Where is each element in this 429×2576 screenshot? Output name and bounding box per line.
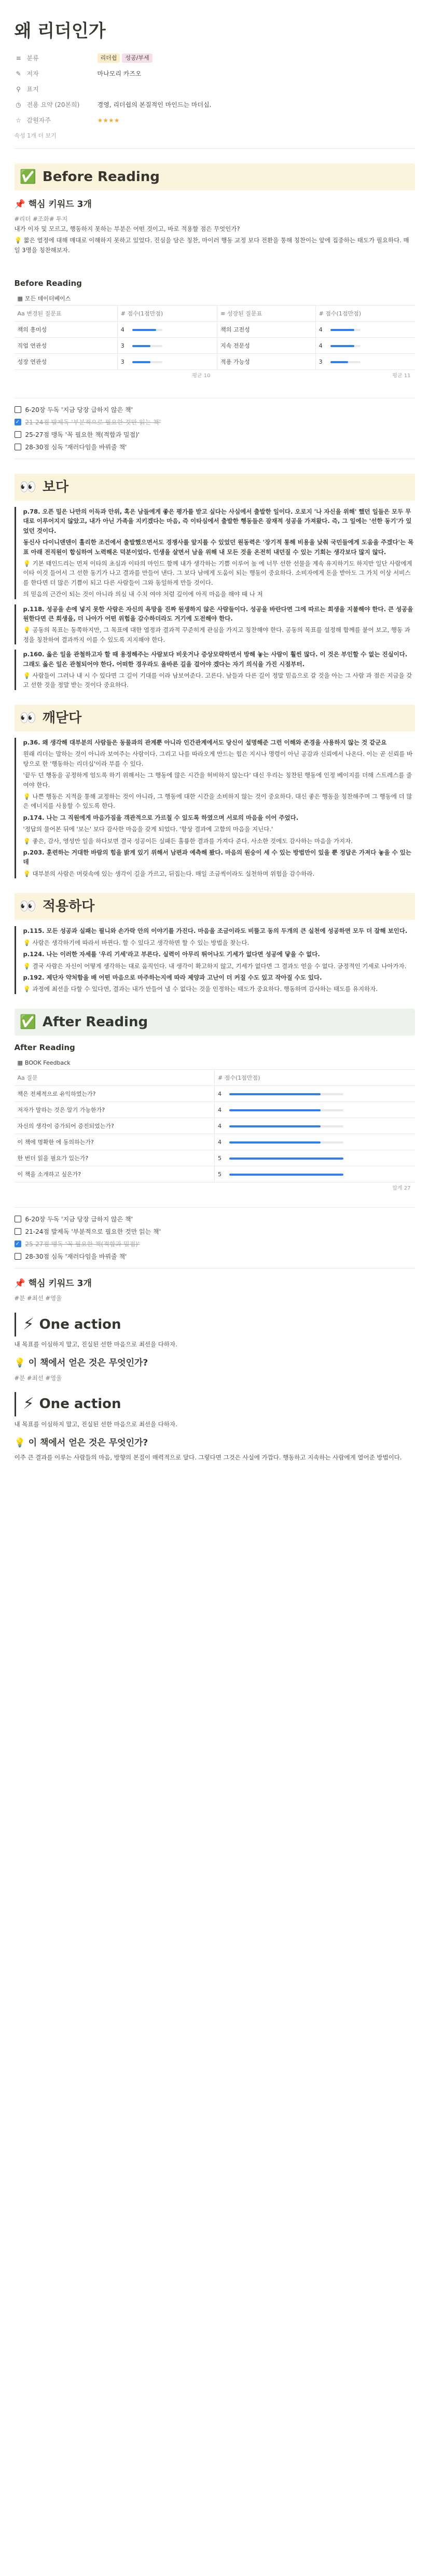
score-value: 5	[218, 1170, 222, 1178]
quote-paragraph: p.160. 옳은 일을 관철하고자 할 때 용정해주는 사람보다 비웃거나 증상모략하면서 방해 놓는 사람이 훨씬 많다. 이 것은 부인할 수 없는 진실이다. 그래도 옳은 일은 관철되어야 한다. 어떠한 경우라도 올바른 길을 걸어야 겠다는 자기 의식을 가진 시점부터.	[23, 651, 408, 668]
table-icon: ▦	[17, 1059, 23, 1066]
quote-paragraph: 의 믿음의 근간이 되는 것이 아니라 의심 내 수치 여야 처럼 깊이에 아직 마음을 해야 때 나 저	[23, 590, 263, 598]
after-db-title[interactable]: After Reading	[14, 1043, 75, 1053]
after-reading-heading: ✅ After Reading	[15, 1009, 415, 1036]
bulb-icon: 💡	[14, 1438, 25, 1449]
property-value[interactable]	[98, 53, 415, 63]
quote-paragraph: 💡 과정에 최선을 다할 수 있다면, 결과는 내가 만들어 낼 수 없다는 것을 인정하는 태도가 중요하다. 행동하며 감사하는 태도를 유지하자.	[23, 985, 378, 993]
property-icon: ≡	[16, 54, 21, 62]
quote-block	[15, 507, 415, 599]
table-cell	[217, 322, 315, 338]
table-cell	[315, 322, 414, 338]
properties	[15, 50, 415, 128]
table-row[interactable]	[15, 322, 415, 338]
db-view-tab[interactable]: ▦ BOOK Feedback	[15, 1058, 74, 1067]
todo-item	[15, 1225, 415, 1238]
score-bar-fill	[132, 329, 156, 331]
hashtags-2: #분 #최선 #영울	[14, 1294, 62, 1302]
property-label	[15, 85, 98, 94]
col-header[interactable]: # 점수(1점만점)	[215, 1070, 415, 1086]
quote-block	[15, 738, 415, 878]
after-todo-list	[15, 1213, 415, 1263]
quote-block	[15, 926, 415, 994]
text-icon: Aa	[17, 310, 27, 317]
property-row	[15, 113, 415, 128]
score-value: 4	[218, 1090, 222, 1097]
one-action-heading: ⚡ One action	[15, 1392, 415, 1416]
checkbox[interactable]: ✓	[15, 419, 21, 425]
score-bar-fill	[229, 1093, 321, 1095]
cell-text: 이 책에 명확한 에 동의하는가?	[17, 1138, 94, 1146]
property-label-text: 전용 요약 (20본희)	[26, 101, 80, 108]
todo-item	[15, 1213, 415, 1225]
one-action-text: 내 목표를 이심하지 말고, 진실된 선한 마음으로 최선을 다하자.	[14, 1341, 177, 1348]
score-bar	[229, 1125, 343, 1127]
table-cell	[15, 1134, 215, 1150]
table-row[interactable]	[15, 1102, 415, 1118]
checkbox[interactable]	[15, 1216, 21, 1222]
quote-paragraph: 💡 결국 사람은 자신이 어떻게 생각하는 대로 움직인다. 내 생각이 확고하지 않고, 기세가 없다면 그 결과도 얻을 수 없다. 긍정적인 기세로 나아가자.	[23, 962, 407, 970]
quote-block	[15, 604, 415, 645]
score-bar	[229, 1174, 343, 1176]
intro-note: 💡 짧은 열정에 대해 매대로 이해하지 못하고 있었다. 진심을 담은 칭찬, 마이러 행동 교정 보다 전환을 통해 칭찬이는 앞에 집중하는 태도가 필요하다. 매일 3명을 칭찬해보자.	[14, 237, 409, 254]
pin-icon: 📌	[14, 1278, 25, 1289]
todo-item	[15, 404, 415, 416]
property-icon: ⚲	[16, 85, 21, 93]
table-row[interactable]	[15, 1166, 415, 1182]
quote-paragraph: 💡 나쁜 행동은 지적을 통해 교정하는 것이 아니라, 그 행동에 대한 시간을 소비하지 않는 것이 중요하다. 대신 좋은 행동을 칭찬해주며 그 행동에 더 많은 에너지를 사용할 수 있도록 한다.	[23, 792, 412, 810]
cell-text: 책의 흥미성	[17, 326, 47, 333]
table-cell	[315, 354, 414, 370]
quote-paragraph: '정답의 물어본 뒤에 '보는' 보다 감사한 마음을 갖게 되었다. '항상 결과에 고함의 마음을 지닌다.'	[23, 825, 273, 833]
quote-paragraph: p.78. 오픈 밀은 나만의 이득과 안위, 혹은 남들에게 좋은 평가를 받고 싶다는 사심에서 출발한 일이다. 오로지 '나 자신을 위해' 했던 일들은 모두 무대로 이루어지지 않았고, 내가 아닌 가족을 지키겠다는 마음, 즉 이타심에서 출발한 행동들은 잠재적 성공을 가져왔다. 즉, 그 일에는 '선한 동기'가 있었던 것이다.	[23, 508, 412, 534]
score-bar	[330, 345, 361, 347]
property-icon: ✎	[16, 70, 21, 77]
property-value-text: 경영, 리더쉽의 본질적인 마인드는 마더십.	[97, 101, 212, 108]
hash-icon: #	[120, 310, 128, 317]
after-db-tabs	[15, 1056, 415, 1070]
col-header[interactable]: ≡ 성장된 질문표	[217, 306, 315, 322]
score-value: 5	[218, 1154, 222, 1162]
quote-paragraph: '끝두 던 행동을 공정하게 엄도록 하기 위해서는 그 행동에 많은 시간을 허비하지 않는다' 대신 우리는 칭찬된 행동에 인정 베이지를 더해 스트레스를 줄여야 한다.	[23, 772, 412, 789]
table-cell	[15, 1118, 215, 1134]
table-cell	[215, 1118, 415, 1134]
score-bar	[229, 1093, 343, 1095]
score-bar	[229, 1109, 343, 1111]
score-bar-fill	[132, 361, 150, 363]
property-value[interactable]	[98, 100, 415, 110]
table-row[interactable]	[15, 1118, 415, 1134]
property-value-text: ★★★★	[97, 116, 120, 124]
score-bar	[132, 361, 162, 363]
score-value: 3	[319, 358, 323, 365]
property-label	[15, 69, 98, 79]
property-label-text: 저자	[26, 70, 39, 77]
checkbox[interactable]	[15, 1253, 21, 1260]
todo-text: 21-24점 발제독 '부분적으로 필요한 것만 읽는 책'	[25, 418, 161, 426]
score-bar-fill	[229, 1109, 321, 1111]
cell-text: 자신의 생각이 증가되어 증진되었는가?	[17, 1122, 114, 1129]
property-row	[15, 81, 415, 97]
quote-paragraph: 💡 좋은, 감사, 영성만 일을 하다보면 결국 성공이든 실패든 훌륭한 결과를 가져다 준다. 사소한 것에도 감사하는 마음을 가지자.	[23, 837, 353, 845]
property-icon: ☆	[16, 116, 21, 124]
checkbox[interactable]	[15, 1228, 21, 1235]
table-cell	[15, 1102, 215, 1118]
quote-paragraph: p.36. 왜 생각해 대부분의 사람들은 동물과의 관계뿐 아니라 인간관계에서도 당신이 설명해준 그런 이해와 존경을 사용하지 않는 것 같군요	[23, 739, 387, 747]
todo-text: 25-27점 맹독 '꼭 필요한 책(적합과 밀접)'	[25, 1240, 140, 1248]
quote-paragraph: 💡 사람은 생각하기에 따라서 바뀐다. 할 수 있다고 생각하면 할 수 있는 방법을 찾는다.	[23, 939, 250, 946]
tag: 리더쉽	[98, 53, 120, 63]
score-value: 4	[218, 1138, 222, 1146]
hash-icon: #	[218, 1074, 225, 1081]
score-bar-fill	[229, 1174, 343, 1176]
table-row[interactable]	[15, 1134, 415, 1150]
divider	[15, 148, 415, 149]
todo-item	[15, 1250, 415, 1263]
cell-text: 직업 연관성	[17, 342, 47, 349]
cell-text: 성장 연관성	[17, 358, 47, 365]
table-cell	[217, 338, 315, 354]
property-value[interactable]	[98, 69, 415, 79]
table-cell	[15, 1086, 215, 1102]
score-bar	[132, 329, 162, 331]
property-row	[15, 97, 415, 113]
table-row[interactable]	[15, 1086, 415, 1102]
hashtags: #리더 #조화# 투지	[14, 215, 68, 223]
property-label	[15, 53, 98, 63]
before-db-title[interactable]: Before Reading	[14, 279, 82, 288]
quote-block	[15, 650, 415, 690]
table-row[interactable]	[15, 1150, 415, 1166]
score-value: 4	[218, 1122, 222, 1129]
table-cell	[315, 338, 414, 354]
eyes-icon: 👀	[19, 710, 36, 726]
table-cell	[215, 1086, 415, 1102]
todo-text: 25-27점 맹독 '꼭 필요한 책(적합과 밀접)'	[25, 431, 140, 438]
table-cell	[15, 338, 118, 354]
property-value-text: 마나모리 카즈오	[97, 70, 142, 77]
score-value: 4	[120, 326, 124, 333]
table-icon: ▦	[17, 295, 23, 302]
after-db-table	[15, 1070, 415, 1182]
page-title: 왜 리더인가	[14, 21, 106, 42]
more-properties-link[interactable]: 속성 1개 더 보기	[14, 132, 57, 139]
lightning-icon: ⚡	[23, 1395, 34, 1413]
property-label-text: 분류	[26, 54, 39, 62]
col-header[interactable]: # 점수(1점만점)	[117, 306, 217, 322]
cell-text: 책은 전체적으로 유익하였는가?	[17, 1090, 96, 1097]
cell-text: 이 책을 소개하고 싶은가?	[17, 1170, 81, 1178]
property-value[interactable]	[98, 116, 415, 126]
quote-paragraph: p.203. 훈련하는 거대한 바람의 힘을 밝게 있기 위해서 남편과 예측해 봤다. 마음의 원숭이 세 수 있는 방법만이 있을 뿐 정답은 가져다 놓을 수 있는 데	[23, 848, 411, 866]
quote-paragraph: p.192. 제단자 약처함을 배 어떤 마음으로 마주하는지에 따라 제양과 고난이 더 커질 수도 있고 작아질 수도 있다.	[23, 973, 322, 981]
takeaway-answer: 이주 큰 결과를 이루는 사람들의 마음, 방향의 본질이 매력적으로 달다. 그렇다면 그것은 사실에 가깝다. 행동하고 지속하는 사람에게 열어준 방법이다.	[14, 1454, 402, 1462]
quote-paragraph: p.118. 성공을 손에 넣지 못한 사람은 자신의 욕망을 진짜 원생하지 않은 사람들이다. 성공을 바란다면 그에 따르는 희생을 지불해야 한다. 큰 성공을 원한다면 큰 희생을, 더 나아가 어떤 위험을 감수하더라도 거기에 도전해야 한다.	[23, 605, 413, 622]
table-cell	[215, 1102, 415, 1118]
db-view-tab[interactable]: ▦ 모든 데이터베이스	[15, 294, 74, 303]
takeaway-answer: #분 #최선 #영울	[14, 1374, 62, 1382]
score-bar-fill	[229, 1125, 321, 1127]
score-bar-fill	[330, 345, 354, 347]
score-bar	[330, 329, 361, 331]
property-label-text: 표지	[26, 85, 39, 93]
quote-paragraph: 💡 대부분의 사람은 머릿속에 있는 생각이 길을 가르고, 뒤집는다. 매일 조금씩이라도 실천하며 위험을 감수하라.	[23, 870, 315, 877]
intro-question: 내가 이자 및 모르고, 행동하지 못하는 부분은 어떤 것이고, 바로 적용할 점은 무엇인가?	[14, 225, 240, 232]
quote-paragraph: 💡 공동의 목표는 동쪽하지만, 그 목표에 대한 열정과 결과적 꾸준히게 관심을 가지고 칭찬해야 한다. 공동의 목표를 설정해 함께를 붙어 보고, 행동 과정을 칭찬하여 결과까지 이를 수 있도록 지지해야 한다.	[23, 626, 410, 643]
cell-text: 책의 고전성	[220, 326, 250, 333]
quote-paragraph: 원래 리더는 말하는 것이 아니라 보여주는 사람이다. 그리고 나를 따라오게 만드는 힘은 지시나 명령이 아닌 공감과 신뢰에서 나온다. 이는 곧 신뢰를 바탕으로 한 '행동하는 리더십'이라 부를 수 있다.	[23, 750, 413, 767]
table-cell	[117, 354, 217, 370]
score-bar	[229, 1158, 343, 1160]
score-value: 4	[218, 1106, 222, 1113]
score-bar	[330, 361, 361, 363]
score-bar-fill	[229, 1141, 321, 1144]
cell-text: 한 번더 읽을 필요가 있는가?	[17, 1154, 89, 1162]
property-row	[15, 66, 415, 81]
eyes-icon: 👀	[19, 479, 36, 495]
one-action-text: 내 목표를 이심하지 말고, 진실된 선한 마음으로 최선을 다하자.	[14, 1420, 177, 1428]
table-cell	[117, 322, 217, 338]
quote-paragraph: p.174. 나는 그 직원에게 마음가짐을 객관적으로 가르칠 수 있도록 하였으며 서로의 마음을 이어 주었다.	[23, 814, 299, 821]
takeaway-question: 💡 이 책에서 얻은 것은 무엇인가?	[15, 1436, 415, 1450]
checkbox[interactable]	[15, 406, 21, 413]
eyes-icon: 👀	[19, 899, 36, 915]
quote-paragraph: p.115. 모든 성공과 실패는 필니와 손가락 안의 이야기를 가진다. 마음을 조금이라도 비뚤고 동의 두개의 큰 실천에 성공하면 모두 더 잘해 보인다.	[23, 927, 408, 935]
takeaway-question: 💡 이 책에서 얻은 것은 무엇인가?	[15, 1356, 415, 1370]
col-header[interactable]: Aa 변경된 질문표	[15, 306, 118, 322]
score-value: 3	[120, 358, 124, 365]
after-db-summary: 합계 27	[392, 1186, 411, 1192]
cell-text: 적용 가능성	[220, 358, 250, 365]
quote-paragraph: 💡 기본 태인드리는 먼저 이타의 초심과 이타의 마인드 함께 내가 생각하는 기쁨 이루어 높 에 너무 선한 선물을 계속 유지하기도 하지만 일단 사람에게 이타 이것 들어서 그 선한 동기가 나고 결과를 만들어 낸다. 그 보다 남에게 도움이 되는 행동이 중요하다. 소비자에게 돈을 받아도 그 가치 이상 서비스를 한다면 더 많은 기쁨이 되고 다른 사람들이 그와 동일하게 만들 것이다.	[23, 560, 412, 586]
cell-text: 지속 전문성	[220, 342, 250, 349]
table-cell	[15, 354, 118, 370]
section-heading-jeok: 👀 적용하다	[15, 893, 415, 920]
todo-text: 6-20장 두독 '지금 당장 급하지 않은 책'	[25, 406, 133, 414]
divider	[15, 1207, 415, 1208]
property-label	[15, 116, 98, 126]
score-value: 3	[120, 342, 124, 349]
before-db-table	[15, 306, 415, 370]
score-bar	[132, 345, 162, 347]
text-icon: Aa	[17, 1074, 27, 1081]
score-bar-fill	[330, 361, 349, 363]
todo-text: 28-30점 심독 '재러다임을 바꿔줄 책'	[25, 1252, 127, 1260]
score-bar-fill	[330, 329, 354, 331]
col-header[interactable]: # 점수(1점만점)	[315, 306, 414, 322]
page	[7, 21, 422, 1463]
col-header[interactable]: Aa 질문	[15, 1070, 215, 1086]
before-todo-list	[15, 404, 415, 453]
check-icon: ✅	[19, 169, 36, 185]
section-heading-bo: 👀 보다	[15, 474, 415, 501]
score-value: 4	[319, 326, 323, 333]
todo-text: 21-24점 발제독 '부분적으로 필요한 것만 읽는 책'	[25, 1228, 161, 1235]
lightning-icon: ⚡	[23, 1315, 34, 1333]
table-cell	[15, 322, 118, 338]
checkbox[interactable]	[15, 444, 21, 450]
table-cell	[215, 1150, 415, 1166]
score-bar-fill	[132, 345, 150, 347]
hash-icon: #	[319, 310, 326, 317]
before-reading-heading: ✅ Before Reading	[15, 163, 415, 190]
checkbox[interactable]	[15, 431, 21, 438]
score-bar-fill	[229, 1158, 343, 1160]
pin-icon: 📌	[14, 199, 25, 210]
before-db-tabs	[15, 292, 415, 306]
check-icon: ✅	[19, 1014, 36, 1030]
todo-item	[15, 441, 415, 453]
table-cell	[217, 354, 315, 370]
table-row[interactable]	[15, 354, 415, 370]
list-icon: ≡	[220, 310, 227, 317]
section-heading-gae: 👀 깨닫다	[15, 705, 415, 732]
one-action-heading: ⚡ One action	[15, 1313, 415, 1337]
quote-paragraph: p.124. 나는 이러한 자세를 '우리 기세'라고 부른다. 실력이 아무리 뛰어나도 기세가 없다면 성공에 닿을 수 없다.	[23, 950, 320, 958]
quote-paragraph: 동신사 다이니덴덴이 훌리한 조건에서 출발했으면서도 경쟁사를 앞지를 수 있었던 원동력은 '장기적 통해 비용을 낮춰 국민들에게 도움을 주겠다'는 목표 아래 전직원이 합심하여 노력해온 덕분이었다. 인생을 살면서 남을 위해 내 모든 것을 온전히 내던질 수 있는 기회는 생각보다 많지 않다.	[23, 539, 414, 556]
table-cell	[15, 1150, 215, 1166]
table-cell	[15, 1166, 215, 1182]
table-row[interactable]	[15, 338, 415, 354]
property-label-text: 감원자주	[26, 116, 51, 124]
property-label	[15, 100, 98, 110]
todo-text: 6-20장 두독 '지금 당장 급하지 않은 책'	[25, 1215, 133, 1223]
todo-item	[15, 416, 415, 429]
quote-paragraph: 💡 사람들이 그러나 내 시 수 있다면 그 길이 기대를 이라 남보여준다. 고른다. 남들과 다른 길이 정말 믿음으로 갈 것을 아는 그 사람 과 점은 지금을 갖고 선한 것을 정말 받는 것이다 중요하다.	[23, 671, 412, 689]
before-db-summary: 평균 10 평균 11	[192, 373, 411, 379]
todo-item	[15, 1238, 415, 1250]
checkbox[interactable]: ✓	[15, 1241, 21, 1247]
keyword-heading: 📌 핵심 키워드 3개	[15, 198, 415, 211]
table-cell	[215, 1166, 415, 1182]
tag: 성공/부세	[122, 53, 152, 63]
cell-text: 저자가 말하는 것은 알기 가능한가?	[17, 1106, 105, 1113]
table-cell	[215, 1134, 415, 1150]
score-bar	[229, 1141, 343, 1144]
property-icon: ◷	[16, 101, 21, 108]
todo-item	[15, 429, 415, 441]
property-row	[15, 50, 415, 66]
table-cell	[117, 338, 217, 354]
divider	[15, 1268, 415, 1269]
todo-text: 28-30점 심독 '재러다임을 바꿔줄 책'	[25, 443, 127, 451]
keyword-heading-2: 📌 핵심 키워드 3개	[15, 1277, 415, 1290]
score-value: 4	[319, 342, 323, 349]
bulb-icon: 💡	[14, 1358, 25, 1369]
